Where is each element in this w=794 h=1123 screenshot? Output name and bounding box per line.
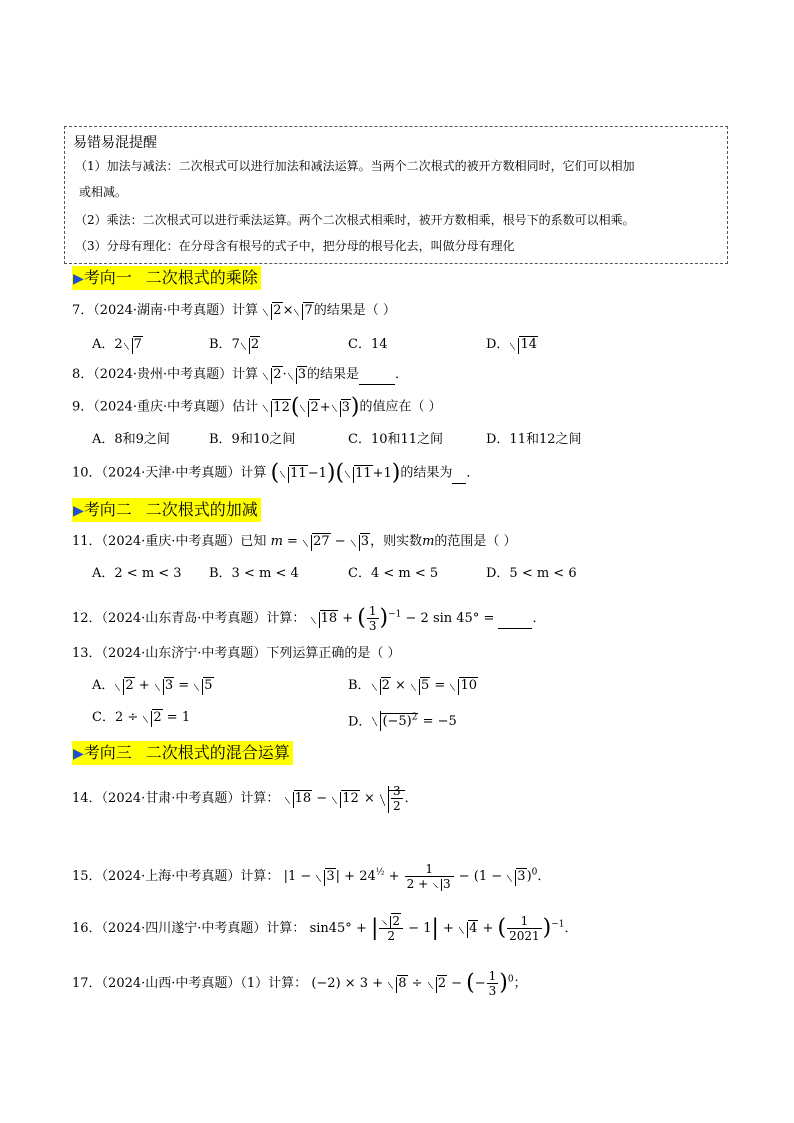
question-text: 的结果为 bbox=[400, 465, 453, 481]
answer-blank bbox=[359, 366, 395, 385]
question-number: 10． bbox=[72, 465, 102, 481]
math-expression: ( 11−1)( 11+1) bbox=[270, 460, 401, 485]
question-8 bbox=[72, 366, 408, 385]
option-d: D． $(-5)^2 = -5$ bbox=[348, 709, 457, 731]
section-heading-3 bbox=[72, 741, 293, 765]
question-text: 估计 bbox=[232, 399, 259, 415]
question-text: 的结果是（ ） bbox=[313, 303, 396, 318]
option-a: A．2 < m < 3 bbox=[92, 566, 182, 581]
question-end: ． bbox=[532, 611, 546, 626]
reminder-line-1: （1）加法与减法：二次根式可以进行加法和减法运算。当两个二次根式的被开方数相同时，它们可以相加 bbox=[75, 159, 635, 173]
reminder-title: 易错易混提醒 bbox=[73, 135, 157, 151]
question-16 bbox=[72, 914, 578, 943]
question-source: （2024·湖南·中考真题） bbox=[93, 303, 233, 318]
option-b: B．9和10之间 bbox=[209, 432, 296, 447]
option-c: C．14 bbox=[348, 337, 388, 352]
triangle-icon: ▶ bbox=[73, 503, 84, 519]
math-expression: 12( 2+ 3) bbox=[262, 400, 359, 415]
question-source: （2024·重庆·中考真题） bbox=[101, 534, 241, 549]
question-end: ． bbox=[404, 791, 418, 806]
question-text: 计算： bbox=[266, 921, 306, 936]
option-d: D．11和12之间 bbox=[486, 432, 582, 447]
section-label: 考向二 bbox=[83, 500, 132, 519]
question-text: 计算 bbox=[232, 303, 259, 318]
question-text: 下列运算正确的是（ ） bbox=[266, 646, 401, 661]
question-text: 计算 bbox=[232, 367, 259, 382]
option-d: D．5 < m < 6 bbox=[486, 566, 577, 581]
section-heading-1 bbox=[72, 266, 261, 290]
question-text: 计算： bbox=[240, 791, 280, 806]
question-number: 12． bbox=[72, 611, 102, 626]
question-number: 13． bbox=[72, 646, 102, 661]
question-source: （2024·天津·中考真题） bbox=[101, 465, 241, 481]
question-13 bbox=[72, 645, 401, 663]
section-title: 二次根式的加减 bbox=[145, 500, 258, 519]
question-text: 的值应在（ ） bbox=[359, 399, 442, 415]
answer-blank bbox=[498, 610, 532, 629]
question-text: 计算 bbox=[240, 465, 267, 481]
variable-m: m bbox=[422, 534, 435, 549]
option-a: A．2 7 bbox=[92, 337, 142, 352]
reminder-box bbox=[64, 126, 728, 264]
question-number: 9． bbox=[72, 399, 94, 415]
question-end: ． bbox=[395, 367, 409, 382]
question-end: ． bbox=[564, 921, 578, 936]
option-c: C．4 < m < 5 bbox=[348, 566, 439, 581]
question-end: ． bbox=[466, 465, 480, 481]
triangle-icon: ▶ bbox=[73, 746, 84, 762]
question-end: ． bbox=[537, 869, 551, 884]
option-a: A．8和9之间 bbox=[92, 432, 170, 447]
question-17 bbox=[72, 969, 527, 998]
question-number: 16． bbox=[72, 921, 102, 936]
section-title: 二次根式的混合运算 bbox=[145, 743, 290, 762]
answer-blank bbox=[452, 465, 466, 484]
question-number: 8． bbox=[72, 367, 94, 382]
option-d: D． 14 bbox=[486, 337, 537, 352]
math-expression: m = 27 − 3 bbox=[270, 534, 370, 549]
question-text: 已知 bbox=[240, 534, 267, 549]
option-a: A． 2 + 3 = 5 bbox=[92, 678, 213, 693]
triangle-icon: ▶ bbox=[73, 271, 84, 287]
question-text: （1）计算： bbox=[240, 976, 308, 991]
question-number: 17． bbox=[72, 976, 102, 991]
math-expression: 18 + ( $\frac{1}{3}$ )$^{-1}$ − 2 sin 45° = bbox=[310, 611, 499, 626]
section-title: 二次根式的乘除 bbox=[145, 268, 258, 287]
option-b: B．3 < m < 4 bbox=[209, 566, 299, 581]
question-source: （2024·贵州·中考真题） bbox=[93, 367, 233, 382]
question-12 bbox=[72, 604, 546, 633]
question-text: ，则实数 bbox=[370, 534, 423, 549]
option-b: B．7 2 bbox=[209, 337, 260, 352]
math-expression: 2× 7 bbox=[262, 303, 313, 318]
question-text: 的范围是（ ） bbox=[434, 534, 517, 549]
question-text: 的结果是 bbox=[307, 367, 360, 382]
section-label: 考向一 bbox=[83, 268, 132, 287]
question-source: （2024·重庆·中考真题） bbox=[93, 399, 233, 415]
math-expression: $|1 - 3| + 24^{\frac{1}{2}}$ + $\frac{1}{2 + 3}$ − $(1 - 3)^0$ bbox=[283, 862, 538, 891]
question-10 bbox=[72, 460, 480, 485]
math-expression: (−2) × 3 + 8 ÷ 2 − (− $\frac{1}{3}$ )$^0$ bbox=[311, 969, 514, 998]
question-text: 计算： bbox=[266, 611, 306, 626]
option-b: B． 2 × 5 = 10 bbox=[348, 678, 478, 693]
question-source: （2024·上海·中考真题） bbox=[101, 869, 241, 884]
question-number: 7． bbox=[72, 303, 94, 318]
section-label: 考向三 bbox=[83, 743, 132, 762]
math-expression: 2· 3 bbox=[262, 367, 307, 382]
reminder-line-2: （2）乘法：二次根式可以进行乘法运算。两个二次根式相乘时，被开方数相乘，根号下的系数可以相乘。 bbox=[75, 213, 635, 227]
question-source: （2024·山西·中考真题） bbox=[101, 976, 241, 991]
question-source: （2024·四川遂宁·中考真题） bbox=[101, 921, 267, 936]
question-text: 计算： bbox=[240, 869, 280, 884]
question-source: （2024·山东济宁·中考真题） bbox=[101, 646, 267, 661]
question-7 bbox=[72, 302, 396, 320]
question-source: （2024·山东青岛·中考真题） bbox=[101, 611, 267, 626]
question-source: （2024·甘肃·中考真题） bbox=[101, 791, 241, 806]
option-c: C．2 ÷ 2 = 1 bbox=[92, 710, 191, 725]
section-heading-2 bbox=[72, 498, 261, 522]
reminder-line-1b: 或相减。 bbox=[79, 185, 128, 199]
question-9 bbox=[72, 394, 442, 419]
math-expression: sin45° + | $\frac{2}{2}$ − 1| + 4 + ( $\frac{1}{2021}$ )$^{-1}$ bbox=[309, 914, 565, 943]
question-11 bbox=[72, 533, 517, 551]
reminder-line-3: （3）分母有理化：在分母含有根号的式子中，把分母的根号化去，叫做分母有理化 bbox=[75, 239, 515, 253]
question-end: ； bbox=[513, 976, 527, 991]
question-number: 11． bbox=[72, 534, 102, 549]
question-number: 14． bbox=[72, 791, 102, 806]
option-c: C．10和11之间 bbox=[348, 432, 444, 447]
math-expression: 18 − 12 × $\frac{3}{2}$ bbox=[284, 791, 405, 806]
question-15 bbox=[72, 862, 550, 891]
question-14 bbox=[72, 784, 418, 813]
question-number: 15． bbox=[72, 869, 102, 884]
